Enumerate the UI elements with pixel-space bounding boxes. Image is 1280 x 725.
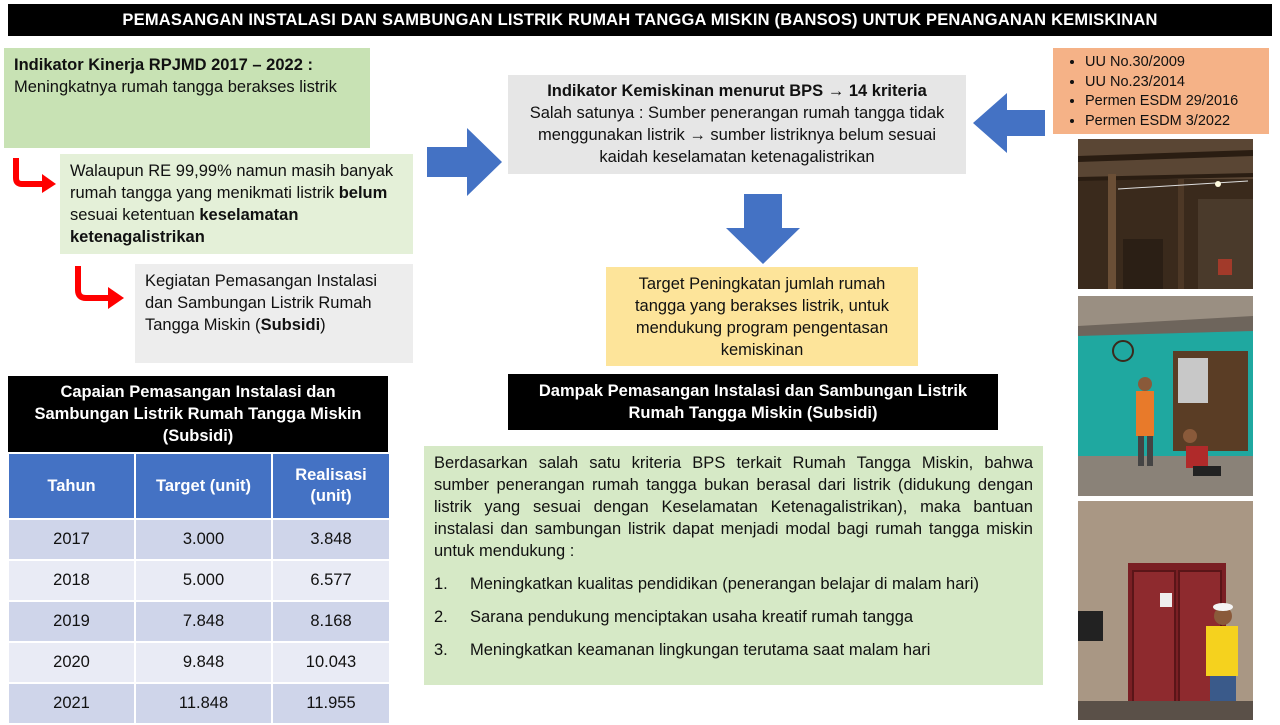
list-item-text: Sarana pendukung menciptakan usaha kreatif rumah tangga <box>470 608 914 626</box>
indikator-kinerja-heading: Indikator Kinerja RPJMD 2017 – 2022 : <box>14 56 313 74</box>
indikator-bps-heading: Indikator Kemiskinan menurut BPS → 14 kriteria <box>547 82 927 100</box>
table-cell: 11.848 <box>136 684 271 723</box>
table-row <box>9 602 389 641</box>
table-cell: 9.848 <box>136 643 271 682</box>
list-item-number: 3. <box>434 641 448 659</box>
list-item <box>434 606 1033 628</box>
table-cell: 10.043 <box>273 643 389 682</box>
house-visit-photo <box>1078 296 1253 496</box>
blue-left-arrow-icon <box>973 93 1045 153</box>
interior-wiring-photo <box>1078 139 1253 289</box>
list-item-text: Meningkatkan kualitas pendidikan (penerangan belajar di malam hari) <box>470 575 980 593</box>
red-door-photo <box>1078 501 1253 720</box>
list-item-number: 1. <box>434 575 448 593</box>
target-text: Target Peningkatan jumlah rumah tangga yang berakses listrik, untuk mendukung program pengentasan kemiskinan <box>634 275 890 359</box>
column-header: Target (unit) <box>136 454 271 518</box>
dampak-body-box <box>424 446 1043 685</box>
regulation-item: • UU No.30/2009 <box>1085 53 1263 73</box>
column-header: Realisasi (unit) <box>273 454 389 518</box>
kegiatan-text: Kegiatan Pemasangan Instalasi dan Sambungan Listrik Rumah Tangga Miskin ( <box>145 272 378 334</box>
kegiatan-bold: Subsidi <box>260 316 321 334</box>
red-curved-arrow-icon <box>10 156 60 194</box>
indikator-bps-box <box>508 75 966 174</box>
walaupun-box <box>60 154 413 254</box>
table-header-row <box>9 454 389 518</box>
regulation-item: • UU No.23/2014 <box>1085 73 1263 93</box>
capaian-heading: Capaian Pemasangan Instalasi dan Sambungan Listrik Rumah Tangga Miskin (Subsidi) <box>34 383 362 445</box>
capaian-heading-box <box>8 376 388 452</box>
dampak-heading: Dampak Pemasangan Instalasi dan Sambungan Listrik Rumah Tangga Miskin (Subsidi) <box>538 382 968 422</box>
list-item <box>434 573 1033 595</box>
walaupun-bold-1: belum <box>338 184 388 202</box>
table-cell: 2018 <box>9 561 134 600</box>
regulations-box <box>1053 48 1269 134</box>
capaian-table <box>7 452 391 725</box>
table-cell: 7.848 <box>136 602 271 641</box>
table-cell: 6.577 <box>273 561 389 600</box>
walaupun-bold-2: keselamatan ketenagalistrikan <box>70 206 299 246</box>
table-cell: 11.955 <box>273 684 389 723</box>
red-curved-arrow-icon <box>72 264 128 310</box>
list-item-text: Meningkatkan keamanan lingkungan terutama saat malam hari <box>470 641 931 659</box>
regulation-item: • Permen ESDM 3/2022 <box>1085 112 1263 132</box>
kegiatan-box <box>135 264 413 363</box>
regulation-item: • Permen ESDM 29/2016 <box>1085 92 1263 112</box>
table-cell: 2017 <box>9 520 134 559</box>
target-box <box>606 267 918 366</box>
table-row <box>9 643 389 682</box>
table-row <box>9 684 389 723</box>
list-item-number: 2. <box>434 608 448 626</box>
dampak-points-list <box>434 573 1033 661</box>
kegiatan-close: ) <box>320 316 326 334</box>
table-cell: 2020 <box>9 643 134 682</box>
table-cell: 5.000 <box>136 561 271 600</box>
table-cell: 2021 <box>9 684 134 723</box>
table-cell: 3.000 <box>136 520 271 559</box>
blue-right-arrow-icon <box>427 128 503 196</box>
indikator-kinerja-box <box>4 48 370 148</box>
column-header: Tahun <box>9 454 134 518</box>
walaupun-text-2: sesuai ketentuan <box>70 206 200 224</box>
regulations-list <box>1063 53 1263 131</box>
indikator-bps-text: Salah satunya : Sumber penerangan rumah tangga tidak menggunakan listrik → sumber listriknya belum sesuai kaidah keselamatan ketenagalistrikan <box>529 104 945 166</box>
table-row <box>9 561 389 600</box>
page-title: PEMASANGAN INSTALASI DAN SAMBUNGAN LISTRIK RUMAH TANGGA MISKIN (BANSOS) UNTUK PENANGANAN KEMISKINAN <box>8 4 1272 36</box>
walaupun-text-1: Walaupun RE 99,99% namun masih banyak rumah tangga yang menikmati listrik <box>70 162 394 202</box>
indikator-kinerja-text: Meningkatnya rumah tangga berakses listrik <box>14 78 337 96</box>
table-cell: 2019 <box>9 602 134 641</box>
table-cell: 8.168 <box>273 602 389 641</box>
table-row <box>9 520 389 559</box>
dampak-intro: Berdasarkan salah satu kriteria BPS terkait Rumah Tangga Miskin, bahwa sumber penerangan rumah tangga bukan berasal dari listrik (didukung dengan listrik yang sesuai dengan Keselamatan Ketenagalistrikan), maka bantuan instalasi dan sambungan listrik dapat menjadi modal bagi rumah tangga miskin untuk mendukung : <box>434 454 1033 560</box>
blue-down-arrow-icon <box>726 194 800 264</box>
list-item <box>434 639 1033 661</box>
dampak-heading-box <box>508 374 998 430</box>
table-cell: 3.848 <box>273 520 389 559</box>
